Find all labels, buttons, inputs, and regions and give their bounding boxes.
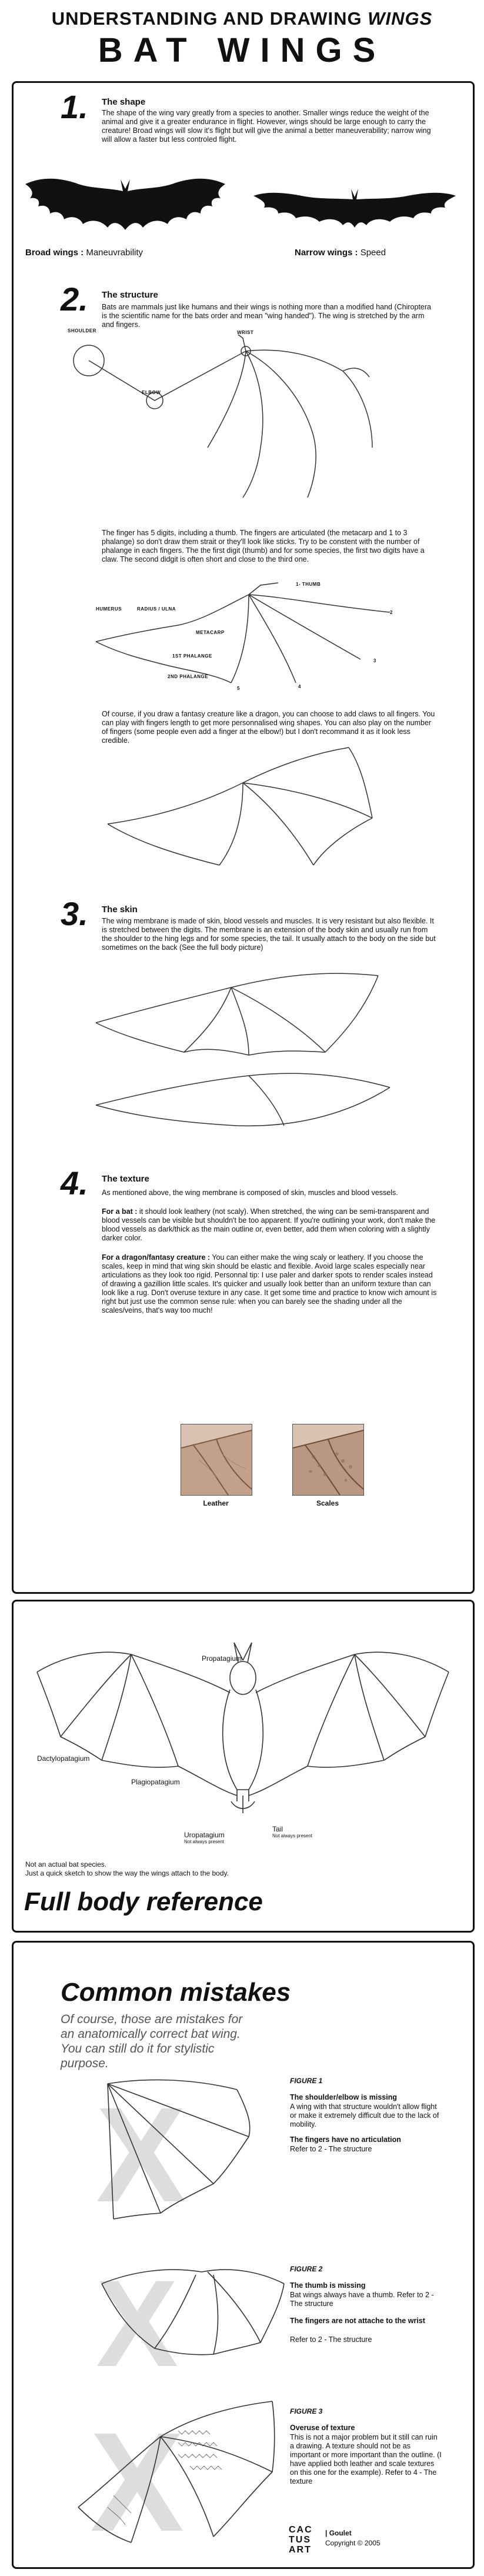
label-metacarp: METACARP xyxy=(196,630,225,635)
texture-bat-text: For a bat : it should look leathery (not scaly). When stretched, the wing can be semi-transparent and blood vessels can be visible but shouldn't be too apparent. If you're outlining your work, don't make the blood vessels as dark/thick as the main outline or, even better, add them when coloring with a slightly darker color. xyxy=(102,1207,436,1242)
label-shoulder: SHOULDER xyxy=(68,328,96,333)
figure3-label: FIGURE 3 xyxy=(290,2407,323,2415)
texture-intro: As mentioned above, the wing membrane is composed of skin, muscles and blood vessels. xyxy=(102,1189,398,1197)
figure3-sketch xyxy=(72,2390,290,2554)
step-text-2: Bats are mammals just like humans and their wings is nothing more than a modified hand (Chiroptera is the scientific name for the bats order and mean "wing handed"). The wing is stretched by the arm and fingers. xyxy=(102,303,431,329)
full-body-title: Full body reference xyxy=(24,1887,263,1916)
leather-texture-sample xyxy=(181,1424,252,1496)
step-number-4: 4. xyxy=(61,1164,88,1202)
label-1st-phalange: 1ST PHALANGE xyxy=(172,653,212,659)
label-uropatagium: Uropatagium Not always present xyxy=(184,1831,225,1844)
full-body-bat-sketch xyxy=(25,1625,460,1825)
step-text-3: The wing membrane is made of skin, blood vessels and muscles. It is very resistant but also flexible. It is stretched between the digits. The membrane is an extension of the body skin and usually run from the shoulder to the hing legs and for some species, the tail. It usually attach to the body on the side but sometimes on the back (See the full body picture) xyxy=(102,917,436,952)
common-mistakes-panel xyxy=(12,1941,475,2569)
full-body-note-1: Not an actual bat species. xyxy=(25,1860,107,1868)
step-number-2: 2. xyxy=(61,281,88,318)
figure1-issue-1-text: A wing with that structure wouldn't allow flight or make it extremely difficult due to the lack of mobility. xyxy=(290,2103,439,2128)
step-text-2c: Of course, if you draw a fantasy creature like a dragon, you can choose to add claws to all fingers. You can play with fingers length to get more personnalised wing shapes. You can also play on the number of fingers (some people even add a finger at the elbow!) but I don't recommand it as it look less credible. xyxy=(102,710,435,745)
label-plagiopatagium: Plagiopatagium xyxy=(131,1778,180,1786)
leather-caption: Leather xyxy=(203,1499,229,1507)
mistakes-subtitle: Of course, those are mistakes for an anatomically correct bat wing. You can still do it for stylistic purpose. xyxy=(61,2013,243,2070)
broad-wing-caption: Broad wings : Maneuvrability xyxy=(25,248,143,258)
label-thumb: 1- THUMB xyxy=(296,582,321,587)
figure2-issue-1: The thumb is missing xyxy=(290,2281,366,2290)
broad-wing-silhouette xyxy=(19,171,231,242)
header-line1: UNDERSTANDING AND DRAWING WINGS xyxy=(51,8,433,29)
full-body-panel xyxy=(12,1600,475,1933)
figure3-issue-1-text: This is not a major problem but it still can ruin a drawing. A texture should not be as important or more important than the outline. (I have applied both leather and scale textures on this one for the example). Refer to 4 - The texture xyxy=(290,2433,442,2485)
wing-bones-diagram xyxy=(84,571,413,689)
step-title-4: The texture xyxy=(102,1174,149,1184)
scales-caption: Scales xyxy=(316,1499,339,1507)
label-digit-4: 4 xyxy=(298,684,301,689)
step-title-2: The structure xyxy=(102,290,158,300)
step-number-1: 1. xyxy=(61,88,88,125)
step-text-2b: The finger has 5 digits, including a thumb. The fingers are articulated (the metacarp and 1 to 3 phalange) so don't draw them strait or they'll look like sticks. Try to be constent with the number of phalange in each fingers. The the first digit (thumb) and for some species, the first two digits have a claw. The second didgit is often short and close to the third one. xyxy=(102,529,425,563)
figure2-issue-2-text: Refer to 2 - The structure xyxy=(290,2335,372,2344)
author-credit: | Goulet Copyright © 2005 xyxy=(325,2529,380,2547)
step-title-1: The shape xyxy=(102,97,146,107)
scales-texture-sample xyxy=(292,1424,364,1496)
figure2-sketch xyxy=(84,2248,296,2378)
figure2-issue-1-text: Bat wings always have a thumb. Refer to 2 - The structure xyxy=(290,2291,434,2308)
label-digit-3: 3 xyxy=(373,658,376,663)
header-line2: BAT WINGS xyxy=(98,31,386,69)
tutorial-panel xyxy=(12,81,475,1594)
label-digit-5: 5 xyxy=(237,686,240,691)
step-text-1: The shape of the wing vary greatly from a species to another. Smaller wings reduce the weight of the animal and give it a greater endurance in flight. However, wings should be large enough to carry the creature! Broad wings will slow it's flight but will give the animal a better maneuverability; narrow wing will allow a faster but less controled flight. xyxy=(102,109,431,144)
wing-membrane-sketch xyxy=(90,958,396,1058)
header-emphasis: WINGS xyxy=(368,8,433,29)
figure1-issue-1: The shoulder/elbow is missing xyxy=(290,2093,397,2101)
narrow-wing-silhouette xyxy=(249,183,460,236)
label-radius-ulna: RADIUS / ULNA xyxy=(137,606,176,612)
figure2-label: FIGURE 2 xyxy=(290,2265,323,2273)
figure2-issue-2: The fingers are not attache to the wrist xyxy=(290,2317,425,2325)
cactus-art-logo: CAC TUS ART xyxy=(289,2525,313,2555)
step-title-3: The skin xyxy=(102,905,138,915)
figure1-issue-2: The fingers have no articulation xyxy=(290,2135,401,2144)
mistake-x-mark-3: X xyxy=(90,2403,185,2554)
wing-structure-sketch xyxy=(66,330,419,500)
figure1-issue-2-text: Refer to 2 - The structure xyxy=(290,2145,372,2153)
label-2nd-phalange: 2ND PHALANGE xyxy=(168,674,209,679)
page-header xyxy=(0,0,484,71)
figure1-sketch xyxy=(84,2066,296,2231)
label-elbow: ELBOW xyxy=(142,390,161,395)
step-number-3: 3. xyxy=(61,895,88,932)
mistake-x-mark-2: X xyxy=(96,2254,179,2378)
label-wrist: WRIST xyxy=(237,330,254,335)
texture-dragon-text: For a dragon/fantasy creature : You can either make the wing scaly or leathery. If you choose the scales, keep in mind that wing skin should be elastic and flexible. Avoid large scales especially near articulations as they look too rigid. Personnal tip: I use paler and darker spots to render scales instead of drawing a gazillion little scales. It's quicker and usually look better than an uniform texture than can look like a rug. Don't overuse texture in any case. It get some time and practice to know wich amount is right but just use the common sense rule: when you can barely see the shading under all the scales/veins, that's way too much! xyxy=(102,1253,437,1314)
narrow-wing-caption: Narrow wings : Speed xyxy=(295,248,386,258)
label-digit-2: 2 xyxy=(390,610,393,615)
full-body-note-2: Just a quick sketch to show the way the wings attach to the body. xyxy=(25,1869,229,1877)
label-humerus: HUMERUS xyxy=(96,606,122,612)
figure3-issue-1: Overuse of texture xyxy=(290,2424,355,2432)
label-tail: Tail Not always present xyxy=(272,1825,313,1838)
wing-membrane-sketch-2 xyxy=(90,1070,396,1134)
mistakes-title: Common mistakes xyxy=(61,1978,291,2007)
label-dactylopatagium: Dactylopatagium xyxy=(37,1754,90,1763)
label-propatagium: Propatagium xyxy=(202,1654,242,1663)
dragon-wing-sketch xyxy=(102,742,396,871)
mistake-x-mark-1: X xyxy=(96,2079,186,2230)
figure1-label: FIGURE 1 xyxy=(290,2077,323,2085)
